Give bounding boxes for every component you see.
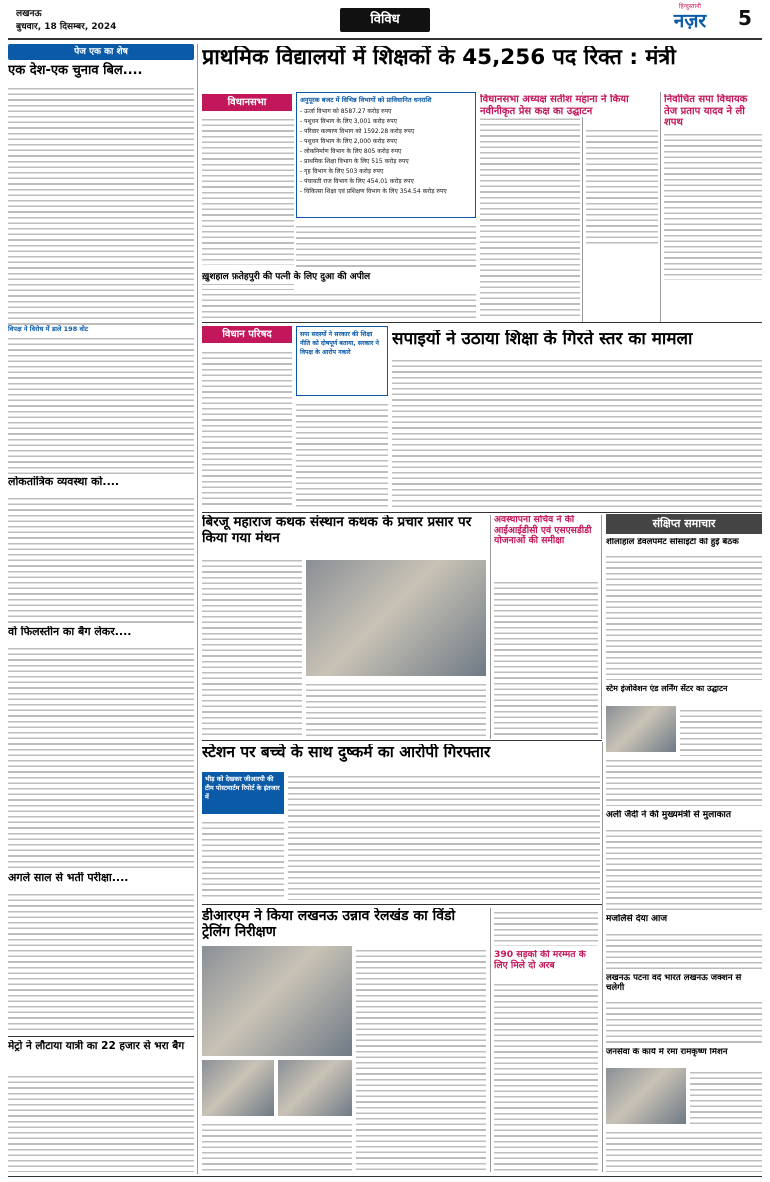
brief-item-title: लखनऊ पटना वंदे भारत लखनऊ जंक्शन से चलेगी (606, 974, 742, 993)
speaker-headline: विधानसभा अध्यक्ष सतीश महाना ने किया नवीनीकृत प्रेस कक्ष का उद्घाटन (480, 94, 656, 117)
paper-logo: हिन्दुस्तानी नज़र (673, 3, 707, 32)
sapa-info-box: सपा सदस्यों ने सरकार की शिक्षा नीति को दोषपूर्ण बताया, सरकार ने विपक्ष के आरोप नकारे (296, 326, 388, 396)
budget-item: - लोकनिर्माण विभाग के लिए 805 करोड़ रुपए (300, 148, 402, 155)
masthead (0, 0, 770, 40)
brief-photo (606, 1068, 686, 1124)
drm-photo (202, 946, 352, 1056)
left-column (8, 44, 194, 1174)
article-subheading-opposition: विपक्ष ने विरोध में डाले 198 वोट (8, 325, 89, 333)
article-heading-recruitment: अगले साल से भर्ती परीक्षा.... (8, 872, 129, 884)
station-headline: स्टेशन पर बच्चे के साथ दुष्कर्म का आरोपी गिरफ्तार (202, 744, 491, 761)
budget-box-title: अनुपूरक बजट में विभिन्न विभागों को प्राविधानित धनराशि (300, 96, 432, 104)
brief-item-title: मजलिसे देया आज (606, 914, 668, 924)
budget-item: - गृह विभाग के लिए 503 करोड़ रुपए (300, 168, 384, 175)
brief-news-banner: संक्षिप्त समाचार (606, 514, 762, 534)
kathak-photo (306, 560, 486, 676)
kathak-headline: बिरजू महाराज कथक संस्थान कथक के प्रचार प्रसार पर किया गया मंथन (202, 515, 472, 546)
sapa-headline: सपाइयों ने उठाया शिक्षा के गिरते स्तर का मामला (392, 330, 693, 349)
budget-item: - परिवार कल्याण विभाग को 1592.28 करोड़ रुपए (300, 128, 415, 135)
budget-item: - पशुधन विभाग के लिए 2,000 करोड़ रुपए (300, 138, 397, 145)
article-heading-democracy: लोकतांत्रिक व्यवस्था को.... (8, 476, 120, 488)
budget-item: - ऊर्जा विभाग को 8587.27 करोड़ रुपए (300, 108, 392, 115)
lead-headline: प्राथमिक विद्यालयों में शिक्षकों के 45,256 पद रिक्त : मंत्री (202, 46, 676, 70)
article-heading-one-nation: एक देश-एक चुनाव बिल.... (8, 63, 143, 78)
oath-headline: निर्वाचित सपा विधायक तेज प्रताप यादव ने ली शपथ (664, 94, 748, 128)
budget-box (296, 92, 476, 218)
masthead-city: लखनऊ (16, 9, 42, 19)
budget-item: - पंचायती राज विभाग के लिए 454.01 करोड़ रुपए (300, 178, 414, 185)
brief-item-title: शीलाहाल डेवलपमेंट सोसाइटी की हुई बैठक (606, 538, 739, 547)
article-heading-metro-bag: मेट्रो ने लौटाया यात्री का 22 हजार से भरा बैग (8, 1040, 185, 1052)
budget-item: - पशुधन विभाग के लिए 3,001 करोड़ रुपए (300, 118, 397, 125)
aqhi-headline: अवस्थापना सचिव ने की आईआईडीसी एवं एसएसडीडी योजनाओं की समीक्षा (494, 515, 592, 547)
brief-item-title: जनसेवा के कार्य में रमा रामकृष्ण मिशन (606, 1048, 728, 1057)
page-number: 5 (738, 6, 752, 30)
section-label: विविध (340, 8, 430, 32)
brief-item-title: अली जैदी ने की मुख्यमंत्री से मुलाकात (606, 810, 731, 820)
pension-subheading: ख़ुशहाल फ़तेहपुरी की पत्नी के लिए दुआ की अपील (202, 270, 476, 284)
continued-banner: पेज एक का शेष (8, 44, 194, 60)
tag-vidhansabha: विधानसभा (202, 94, 292, 111)
brief-item-title: स्टेम इंजोवेशन एंड लर्निंग सेंटर का उद्घाटन (606, 684, 728, 693)
budget-item: - चिकित्सा शिक्षा एवं प्रशिक्षण विभाग के लिए 354.54 करोड़ रुपए (300, 188, 447, 195)
grp-info-box: भीड़ को देखकर जीआरपी की टीम पोस्टमार्टम रिपोर्ट के इंतजार में (202, 772, 284, 814)
tag-parishad: विधान परिषद (202, 326, 292, 343)
article-heading-palestine: वो फिलस्तीन का बैग लेकर.... (8, 626, 132, 638)
drm-headline: डीआरएम ने किया लखनऊ उन्नाव रेलखंड का विंडो ट्रेलिंग निरीक्षण (202, 908, 456, 941)
masthead-date: बुधवार, 18 दिसम्बर, 2024 (16, 22, 117, 32)
drm-photo (278, 1060, 352, 1116)
brief-photo (606, 706, 676, 752)
budget-item: - प्राथमिक शिक्षा विभाग के लिए 515 करोड़ रुपए (300, 158, 409, 165)
drm-photo (202, 1060, 274, 1116)
roads-headline: 390 सड़कों की मरम्मत के लिए मिले दो अरब (494, 950, 586, 971)
